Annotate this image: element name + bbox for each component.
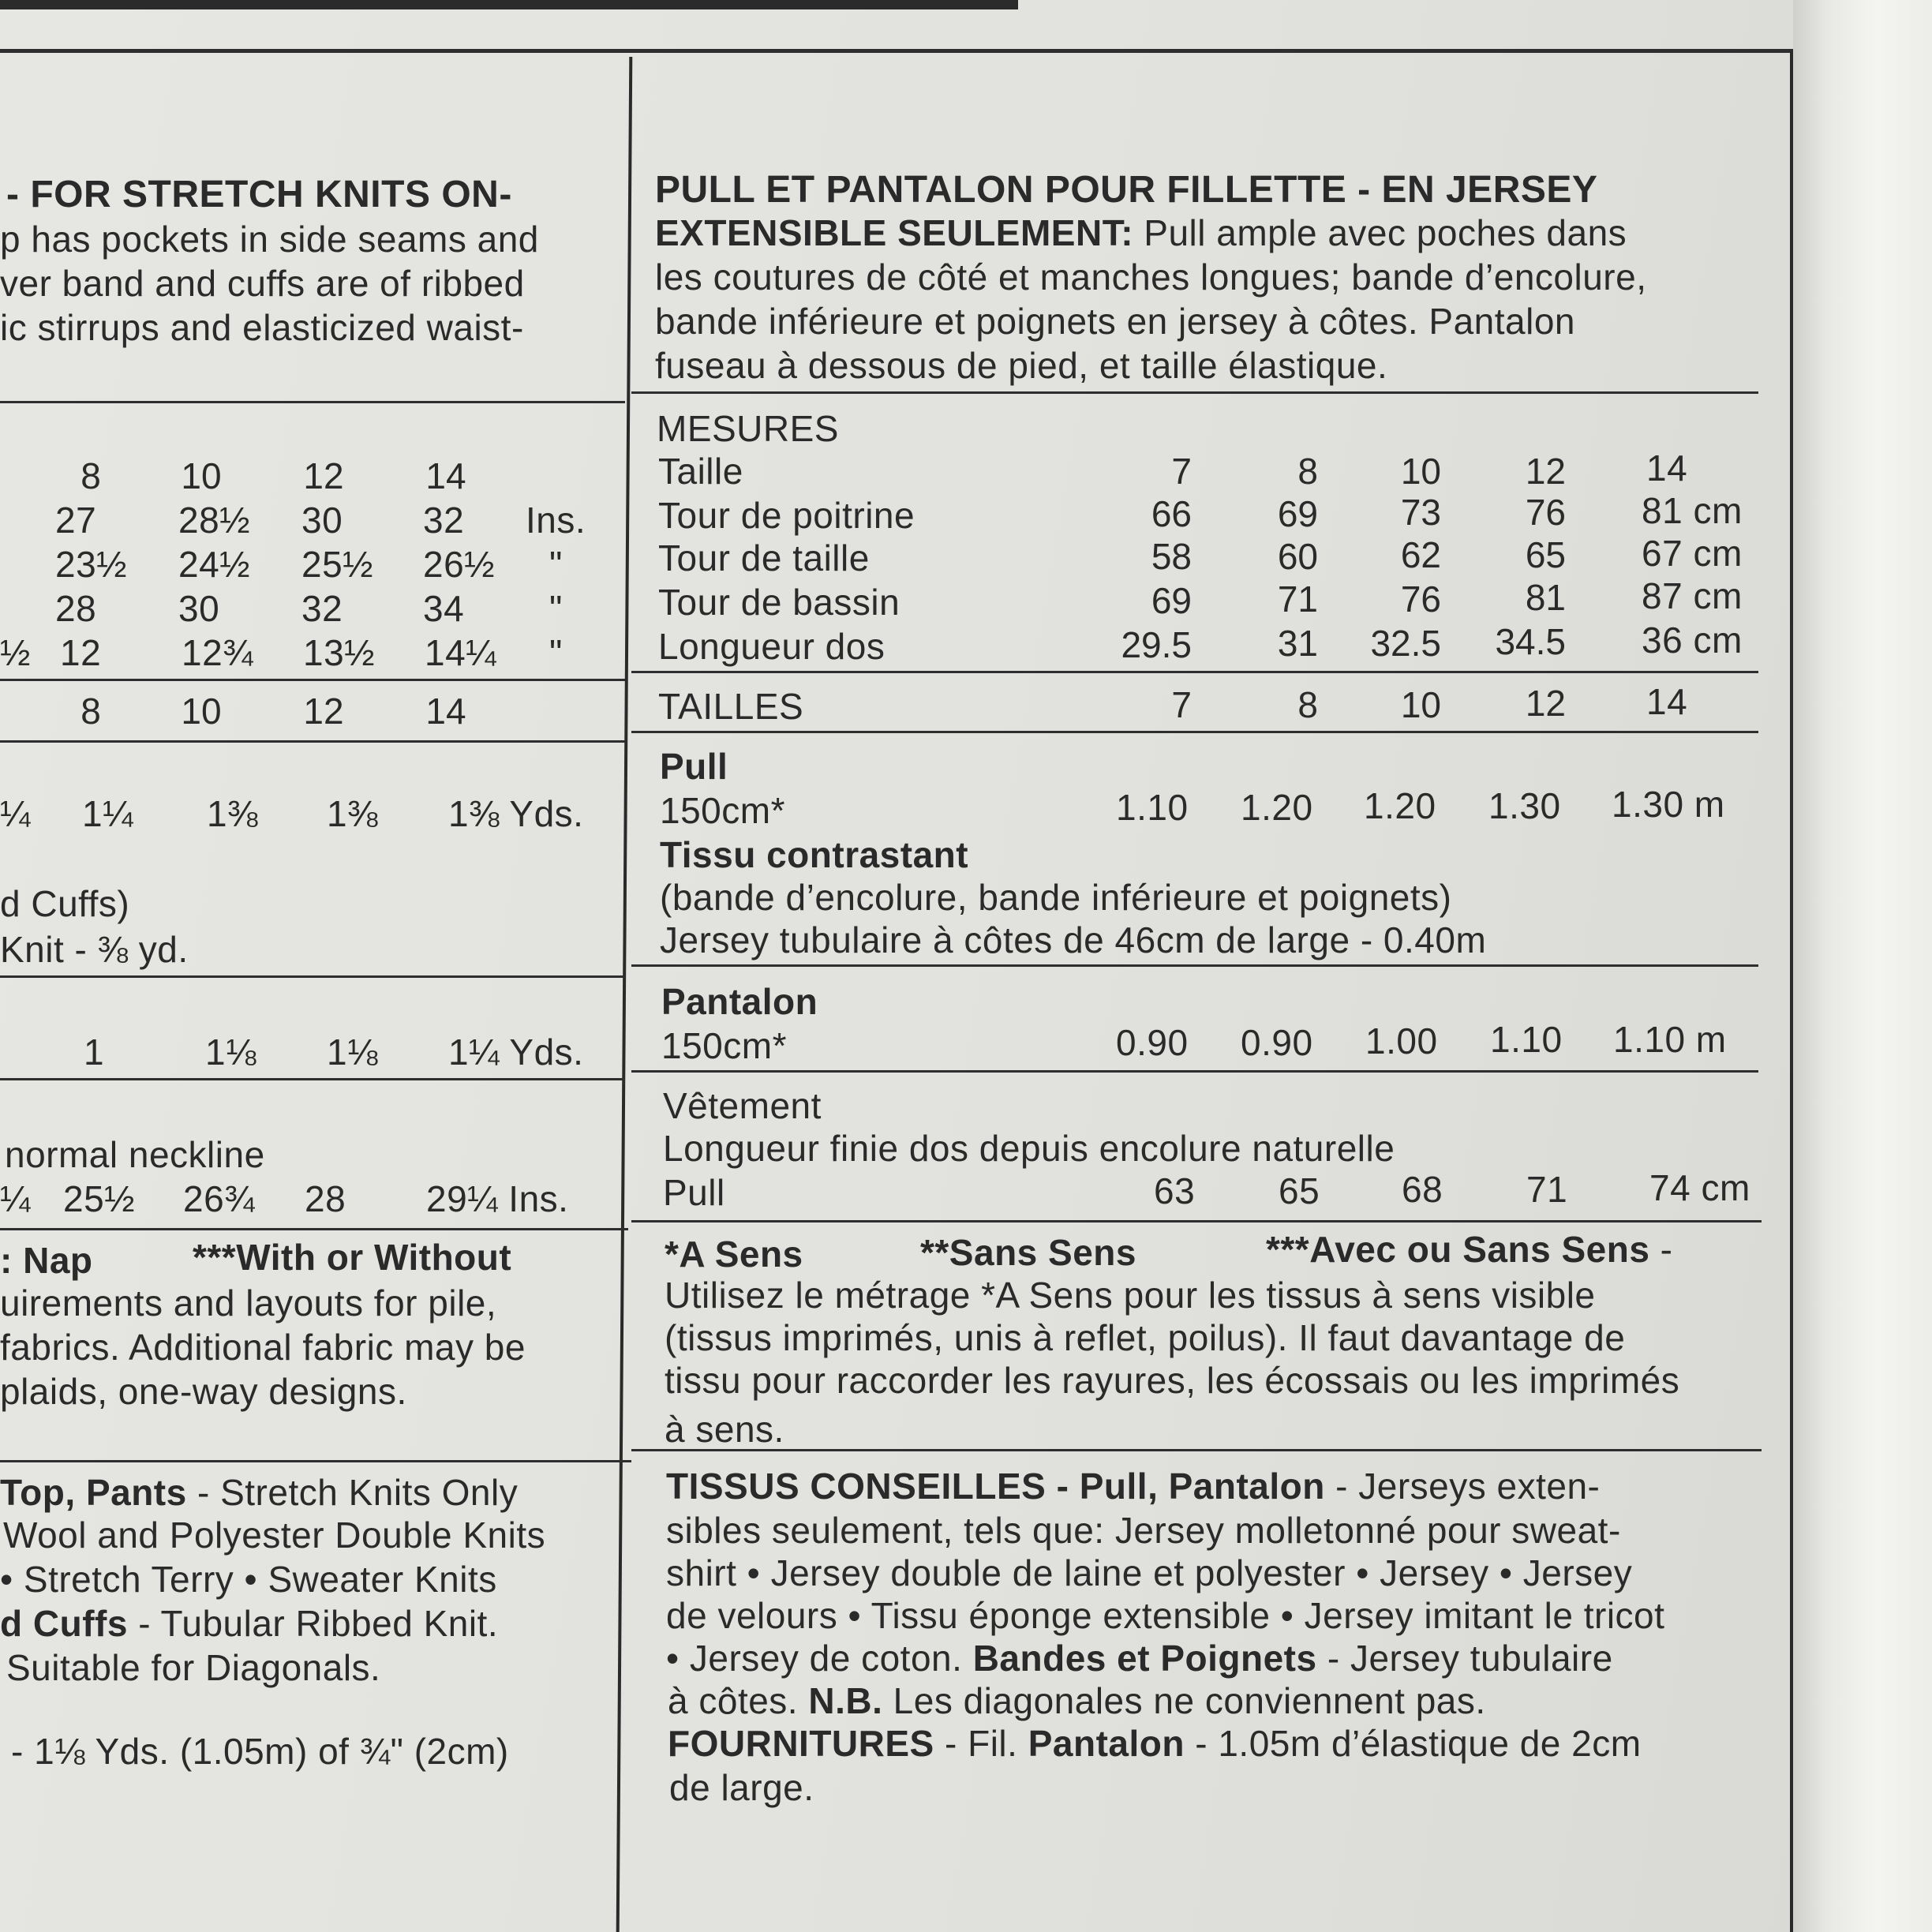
garment-cell: 25½	[63, 1178, 136, 1219]
pull-yardage: 1.10	[1116, 787, 1189, 828]
measure-label: Tour de taille	[658, 537, 870, 578]
measure-unit: "	[549, 632, 563, 673]
vetement-cell: 63	[1154, 1170, 1196, 1211]
vetement-cell: 65	[1279, 1170, 1320, 1211]
size-cell: 8	[80, 691, 101, 732]
measure-cell: 32	[301, 588, 343, 629]
tailles-label: TAILLES	[658, 686, 804, 727]
size-header: 8	[80, 455, 101, 496]
vetement-cell: 74 cm	[1649, 1167, 1750, 1208]
measure-cell: 67 cm	[1642, 533, 1743, 574]
measure-cell: 27	[55, 500, 97, 541]
yardage-cell: 1¼	[82, 793, 133, 834]
vetement-line: Longueur finie dos depuis encolure naturelle	[663, 1128, 1395, 1169]
measure-cell: 81 cm	[1642, 490, 1743, 531]
pull-yardage: 1.30 m	[1612, 784, 1725, 825]
nap-line: (tissus imprimés, unis à reflet, poilus). Il faut davantage de	[665, 1317, 1626, 1358]
tissus-line: • Jersey de coton. Bandes et Poignets - Jersey tubulaire	[666, 1638, 1613, 1679]
rule	[631, 1449, 1762, 1451]
contrast-label: Tissu contrastant	[660, 834, 969, 875]
size-cell: 12	[303, 691, 344, 732]
left-desc-line: ic stirrups and elasticized waist-	[0, 307, 524, 348]
nap-a: *A Sens	[665, 1234, 803, 1275]
fabrics-line: Top, Pants - Stretch Knits Only	[0, 1472, 519, 1513]
tissus-line: shirt • Jersey double de laine et polyester • Jersey • Jersey	[666, 1552, 1633, 1593]
measure-cell: 73	[1400, 492, 1441, 533]
rule	[0, 1460, 631, 1462]
measure-cell: 32	[423, 500, 465, 541]
pantalon-yardage: 0.90	[1116, 1022, 1189, 1063]
nap-heading: : Nap	[0, 1240, 93, 1281]
measure-cell: 69	[1277, 493, 1318, 534]
rule	[631, 1070, 1758, 1073]
measure-cell: 76	[1400, 578, 1441, 620]
measure-cell: 26½	[423, 544, 496, 585]
measure-cell: 30	[301, 500, 343, 541]
measure-label: Tour de bassin	[658, 582, 900, 623]
garment-cell: 29¼ Ins.	[426, 1178, 569, 1219]
measure-cell: 24½	[178, 544, 251, 585]
measure-cell: 13½	[303, 632, 376, 673]
measure-cell: 65	[1525, 534, 1566, 575]
contrast-line: Jersey tubulaire à côtes de 46cm de large - 0.40m	[660, 919, 1487, 960]
measure-cell: 14	[1646, 447, 1688, 489]
rule	[0, 975, 625, 978]
size-header: 12	[303, 455, 344, 496]
tissus-line: de velours • Tissu éponge extensible • Jersey imitant le tricot	[666, 1595, 1665, 1636]
measure-cell: ½	[0, 632, 31, 673]
fournitures-line: de large.	[669, 1767, 814, 1808]
fournitures-line: FOURNITURES - Fil. Pantalon - 1.05m d’élastique de 2cm	[668, 1723, 1642, 1764]
nap-line: plaids, one-way designs.	[0, 1371, 407, 1412]
measure-cell: 29.5	[1121, 624, 1192, 665]
pantalon-yardage: 0.90	[1241, 1022, 1313, 1063]
measure-cell: 14¼	[425, 632, 497, 673]
left-desc-line: p has pockets in side seams and	[0, 219, 539, 260]
pantalon-yardage: 1.10 m	[1613, 1019, 1727, 1060]
pull-yardage: 1.30	[1488, 785, 1561, 826]
size-cell: 14	[425, 691, 466, 732]
measure-cell: 23½	[55, 544, 128, 585]
top-dark-band	[0, 0, 1018, 9]
nap-b: **Sans Sens	[920, 1232, 1136, 1273]
yardage-cell: 1⅜	[327, 793, 378, 834]
yardage-cell: 1	[84, 1032, 105, 1073]
rule	[0, 401, 625, 403]
size-cell: 14	[1646, 681, 1688, 722]
size-cell: 8	[1297, 684, 1318, 725]
measure-cell: 12	[1525, 451, 1566, 492]
tissus-line: à côtes. N.B. Les diagonales ne conviennent pas.	[668, 1680, 1486, 1721]
measure-cell: 62	[1400, 534, 1441, 575]
yardage-cell: 1⅜	[207, 793, 258, 834]
vetement-cell: 68	[1402, 1169, 1443, 1210]
measure-cell: 31	[1277, 623, 1318, 664]
size-cell: 7	[1171, 684, 1192, 725]
pattern-desc-line: fuseau à dessous de pied, et taille élastique.	[655, 345, 1388, 386]
pantalon-yardage: 1.10	[1490, 1019, 1563, 1060]
measure-cell: 66	[1151, 493, 1192, 534]
nap-c: ***Avec ou Sans Sens -	[1266, 1229, 1673, 1270]
yardage-cell: 1⅛	[327, 1032, 378, 1073]
measure-label: Taille	[658, 451, 743, 492]
nap-line: fabrics. Additional fabric may be	[0, 1327, 526, 1368]
rule	[631, 671, 1758, 673]
notions-line: - 1⅛ Yds. (1.05m) of ¾" (2cm)	[11, 1731, 509, 1772]
measure-cell: 12¾	[182, 632, 254, 673]
column-divider	[616, 57, 633, 1932]
rule	[631, 964, 1758, 967]
pull-yardage: 1.20	[1364, 785, 1436, 826]
pantalon-fabric: 150cm*	[661, 1025, 787, 1066]
size-cell: 10	[1400, 684, 1441, 725]
measure-cell: 25½	[301, 544, 374, 585]
nap-line: à sens.	[665, 1409, 784, 1450]
left-title: - FOR STRETCH KNITS ON-	[6, 174, 512, 215]
pull-fabric: 150cm*	[660, 790, 785, 831]
fabrics-line: • Stretch Terry • Sweater Knits	[0, 1559, 497, 1600]
cuffs-line: Knit - ⅜ yd.	[0, 929, 189, 970]
measure-unit: "	[549, 544, 563, 585]
measure-cell: 28	[55, 588, 97, 629]
fabrics-line: Wool and Polyester Double Knits	[3, 1515, 546, 1556]
pantalon-yardage: 1.00	[1365, 1020, 1438, 1061]
fabrics-line: d Cuffs - Tubular Ribbed Knit.	[0, 1603, 499, 1644]
size-header: 14	[425, 455, 466, 496]
measure-cell: 71	[1277, 578, 1318, 620]
fabrics-line: Suitable for Diagonals.	[6, 1647, 381, 1688]
measure-cell: 81	[1525, 577, 1566, 618]
yardage-cell: 1⅜ Yds.	[448, 793, 584, 834]
vetement-pull: Pull	[663, 1172, 725, 1213]
measure-cell: 87 cm	[1642, 575, 1743, 616]
vetement-label: Vêtement	[663, 1085, 822, 1126]
pattern-desc-line: bande inférieure et poignets en jersey à côtes. Pantalon	[655, 301, 1575, 342]
tissus-line: TISSUS CONSEILLES - Pull, Pantalon - Jerseys exten-	[666, 1466, 1601, 1507]
yardage-cell: 1¼ Yds.	[448, 1032, 584, 1073]
pull-label: Pull	[660, 746, 728, 787]
pull-yardage: 1.20	[1241, 787, 1313, 828]
measure-label: Longueur dos	[658, 626, 886, 667]
yardage-cell: 1⅛	[205, 1032, 256, 1073]
vetement-cell: 71	[1526, 1169, 1568, 1210]
rule	[631, 731, 1758, 733]
pattern-desc-line: les coutures de côté et manches longues; bande d’encolure,	[655, 256, 1647, 298]
measure-cell: 32.5	[1370, 623, 1441, 664]
measure-cell: 36 cm	[1642, 620, 1743, 661]
nap-line: uirements and layouts for pile,	[0, 1282, 497, 1324]
measure-cell: 8	[1297, 451, 1318, 492]
cuffs-line: d Cuffs)	[0, 883, 130, 924]
measure-cell: 28½	[178, 500, 251, 541]
nap-line: Utilisez le métrage *A Sens pour les tissus à sens visible	[665, 1275, 1596, 1316]
page-edge	[1793, 0, 1932, 1932]
rule	[0, 1228, 628, 1230]
measure-cell: 76	[1525, 492, 1566, 533]
measure-cell: 34	[423, 588, 465, 629]
garment-cell: 26¾	[183, 1178, 256, 1219]
rule	[631, 391, 1758, 394]
nap-heading: ***With or Without	[193, 1237, 512, 1278]
measure-cell: 12	[60, 632, 102, 673]
pattern-desc-line: EXTENSIBLE SEULEMENT: Pull ample avec poches dans	[655, 212, 1627, 253]
pantalon-label: Pantalon	[661, 981, 818, 1022]
measure-label: Tour de poitrine	[658, 495, 915, 536]
nap-line: tissu pour raccorder les rayures, les écossais ou les imprimés	[665, 1360, 1680, 1401]
measure-cell: 10	[1400, 451, 1441, 492]
measure-unit: Ins.	[526, 500, 586, 541]
mesures-label: MESURES	[657, 408, 839, 449]
pattern-title: PULL ET PANTALON POUR FILLETTE - EN JERSEY	[655, 169, 1598, 211]
yardage-cell: ¼	[0, 793, 31, 834]
garment-cell: 28	[305, 1178, 346, 1219]
rule	[631, 1220, 1762, 1222]
size-header: 10	[181, 455, 222, 496]
measure-cell: 69	[1151, 580, 1192, 621]
contrast-line: (bande d’encolure, bande inférieure et poignets)	[660, 877, 1452, 918]
left-desc-line: ver band and cuffs are of ribbed	[0, 263, 525, 304]
size-cell: 10	[181, 691, 222, 732]
rule	[0, 1078, 625, 1080]
measure-cell: 58	[1151, 536, 1192, 577]
measure-cell: 7	[1171, 451, 1192, 492]
size-cell: 12	[1525, 683, 1566, 724]
garment-line: normal neckline	[5, 1134, 265, 1175]
rule	[0, 679, 625, 681]
measure-cell: 30	[178, 588, 220, 629]
frame-top-border	[0, 49, 1796, 53]
tissus-line: sibles seulement, tels que: Jersey molletonné pour sweat-	[666, 1510, 1621, 1551]
measure-unit: "	[549, 588, 563, 629]
rule	[0, 740, 625, 743]
garment-cell: ¼	[0, 1178, 31, 1219]
measure-cell: 34.5	[1495, 621, 1566, 662]
measure-cell: 60	[1277, 536, 1318, 577]
